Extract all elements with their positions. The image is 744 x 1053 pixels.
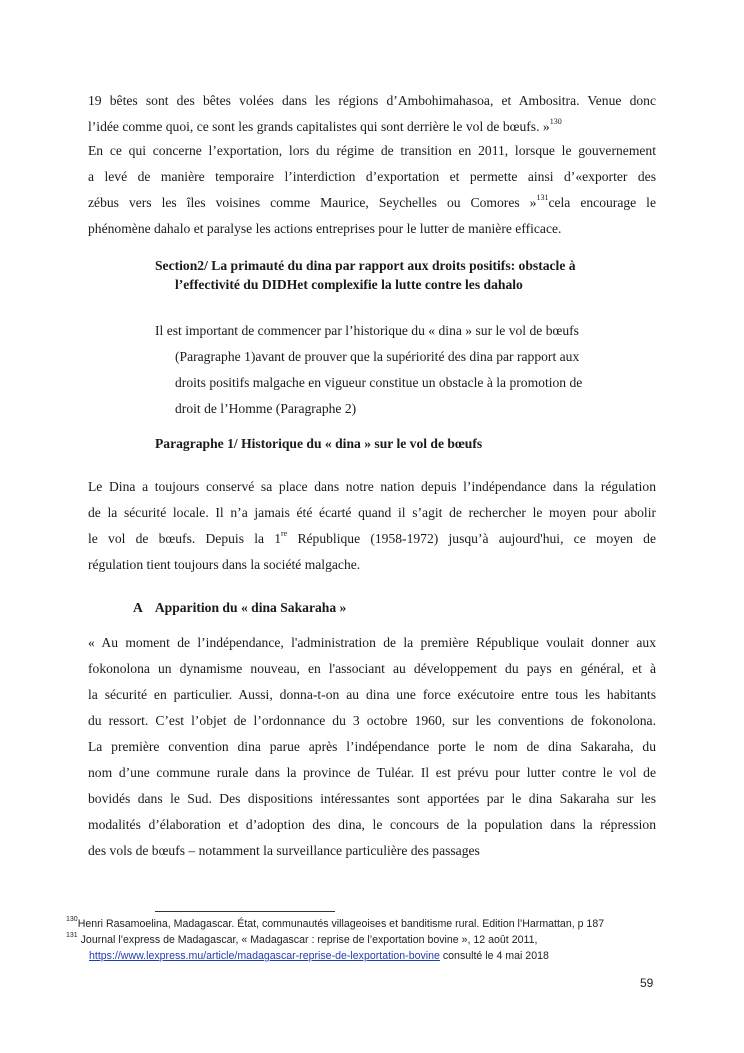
export-paragraph	[88, 138, 656, 242]
text-line	[88, 190, 656, 216]
section-heading	[155, 256, 576, 294]
text-span: cela encourage le	[548, 195, 656, 210]
footnote-text: consulté le 4 mai 2018	[439, 950, 549, 962]
text-line: 19 bêtes sont des bêtes volées dans les régions d’Ambohimahasoa, et Ambositra. Venue donc	[88, 93, 656, 108]
text-line: fokonolona un dynamisme nouveau, en l'associant au développement du pays en général, et à	[88, 661, 656, 676]
text-line: droit de l’Homme (Paragraphe 2)	[175, 401, 357, 416]
page-number: 59	[640, 976, 654, 990]
subsection-heading	[133, 598, 346, 617]
paragraph-heading	[155, 434, 482, 453]
subsection-letter: A	[133, 600, 143, 615]
text-line: de la sécurité locale. Il n’a jamais été écarté quand il s’agit de rechercher le moyen pour abolir	[88, 505, 656, 520]
dina-paragraph	[88, 474, 656, 578]
footnote-number: 131	[66, 932, 78, 940]
subsection-heading-text	[133, 598, 346, 617]
text-span: République (1958-1972) jusqu’à aujourd'hui, ce moyen de	[287, 531, 656, 546]
footnote-text: Journal l’express de Madagascar, « Madagascar : reprise de l’exportation bovine », 12 août 2011,	[77, 934, 538, 946]
text-line: a levé de manière temporaire l’interdiction d’exportation et permette ainsi d’«exporter des	[88, 169, 656, 184]
footnote-number: 130	[66, 916, 78, 924]
text-line	[88, 526, 656, 552]
footnote-ref-131[interactable]: 131	[536, 193, 549, 203]
text-span: l’idée comme quoi, ce sont les grands capitalistes qui sont derrière le vol de bœufs. »	[88, 119, 550, 134]
ordinal-suffix: re	[281, 529, 288, 539]
paragraph-heading-text: Paragraphe 1/ Historique du « dina » sur le vol de bœufs	[155, 436, 483, 451]
text-line: Il est important de commencer par l’historique du « dina » sur le vol de bœufs	[155, 323, 579, 338]
footnote-131-continued	[89, 950, 549, 962]
section-heading-line: Section2/ La primauté du dina par rapport aux droits positifs: obstacle à	[155, 258, 576, 273]
text-line: du ressort. C’est l’objet de l’ordonnance du 3 octobre 1960, sur les conventions de fokonolona.	[88, 713, 656, 728]
text-line: régulation tient toujours dans la société malgache.	[88, 557, 361, 572]
text-line: La première convention dina parue après l’indépendance porte le nom de dina Sakaraha, du	[88, 739, 656, 754]
text-line: bovidés dans le Sud. Des dispositions intéressantes sont apportées par le dina Sakaraha sur les	[88, 791, 656, 806]
text-line: nom d’une commune rurale dans la province de Tuléar. Il est prévu pour lutter contre le vol de	[88, 765, 656, 780]
footnote-ref-130[interactable]: 130	[549, 117, 562, 127]
footnote-131	[66, 934, 537, 946]
text-line: Le Dina a toujours conservé sa place dans notre nation depuis l’indépendance dans la régulation	[88, 479, 656, 494]
text-line: droits positifs malgache en vigueur constitue un obstacle à la promotion de	[175, 375, 583, 390]
intro-paragraph	[88, 88, 656, 140]
section-intro-paragraph	[155, 318, 582, 422]
footnote-link[interactable]: https://www.lexpress.mu/article/madagascar-reprise-de-lexportation-bovine	[89, 950, 440, 962]
text-line: des vols de bœufs – notamment la surveillance particulière des passages	[88, 843, 480, 858]
text-line: modalités d’élaboration et d’adoption des dina, le concours de la population dans la répression	[88, 817, 656, 832]
subsection-title: Apparition du « dina Sakaraha »	[154, 600, 347, 615]
footnote-text: Henri Rasamoelina, Madagascar. État, communautés villageoises et banditisme rural. Edition l’Harmattan, p 187	[77, 918, 605, 930]
text-line	[88, 114, 656, 140]
text-span: zébus vers les îles voisines comme Maurice, Seychelles ou Comores »	[88, 195, 537, 210]
footnote-separator	[155, 911, 335, 912]
text-span: le vol de bœufs. Depuis la 1	[88, 531, 282, 546]
footnote-130	[66, 918, 604, 930]
text-line: (Paragraphe 1)avant de prouver que la supériorité des dina par rapport aux	[175, 349, 580, 364]
section-heading-line: l’effectivité du DIDHet complexifie la lutte contre les dahalo	[175, 277, 523, 292]
text-line: la sécurité en particulier. Aussi, donna-t-on au dina une force exécutoire entre tous les habitants	[88, 687, 656, 702]
text-line: « Au moment de l’indépendance, l'administration de la première République voulait donner aux	[88, 635, 656, 650]
text-line: En ce qui concerne l’exportation, lors du régime de transition en 2011, lorsque le gouvernement	[88, 143, 656, 158]
quote-paragraph	[88, 630, 656, 864]
text-line: phénomène dahalo et paralyse les actions entreprises pour le lutter de manière efficace.	[88, 221, 562, 236]
